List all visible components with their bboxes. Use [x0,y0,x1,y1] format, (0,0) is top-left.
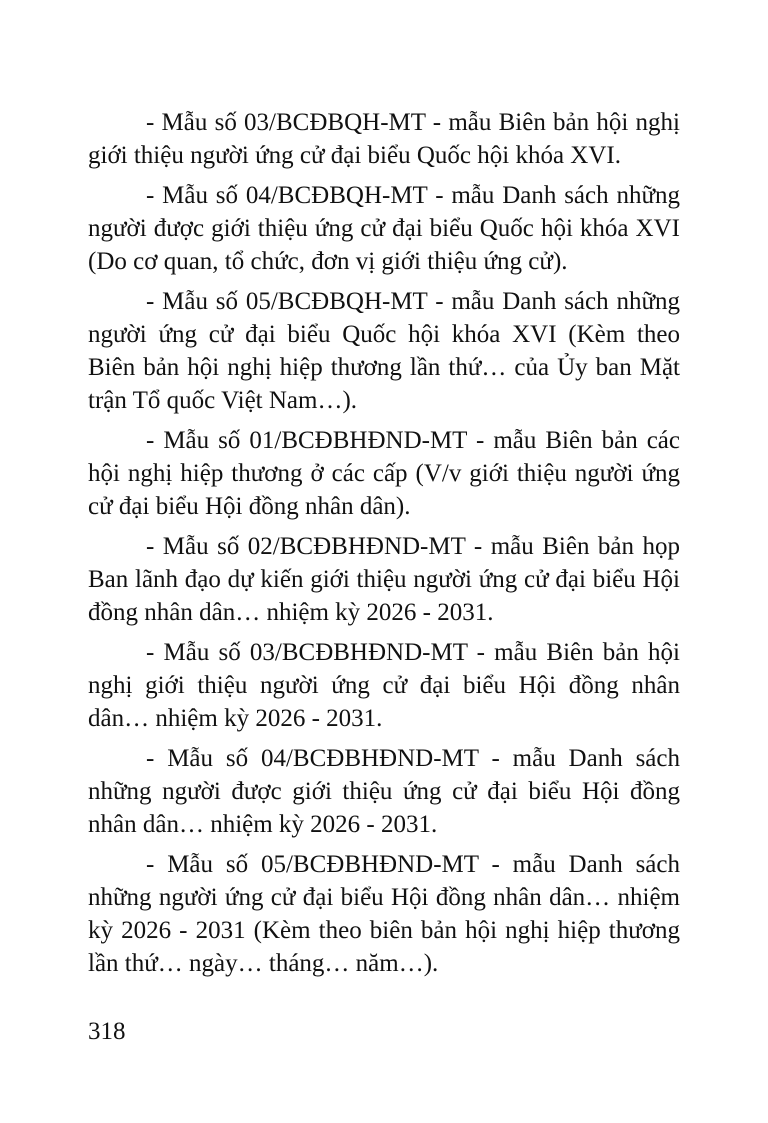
text-line: - Mẫu số 04/BCĐBQH-MT - mẫu Danh sách những [146,182,680,209]
paragraph [88,530,680,629]
text-line: dân… nhiệm kỳ 2026 - 2031. [88,705,383,732]
paragraph [88,742,680,841]
text-line: Ban lãnh đạo dự kiến giới thiệu người ứng cử đại biểu Hội [88,566,680,593]
text-line: nhân dân… nhiệm kỳ 2026 - 2031. [88,811,438,838]
text-line: - Mẫu số 05/BCĐBHĐND-MT - mẫu Danh sách [146,851,680,878]
document-body [88,106,680,987]
paragraph [88,636,680,735]
text-line: - Mẫu số 01/BCĐBHĐND-MT - mẫu Biên bản các [146,427,680,454]
text-line: - Mẫu số 03/BCĐBHĐND-MT - mẫu Biên bản hội [146,639,680,666]
paragraph [88,848,680,980]
text-line: người ứng cử đại biểu Quốc hội khóa XVI (Kèm theo [88,321,680,348]
text-line: lần thứ… ngày… tháng… năm…). [88,950,439,977]
text-line: những người được giới thiệu ứng cử đại biểu Hội đồng [88,778,680,805]
page-number: 318 [88,1018,126,1045]
text-line: (Do cơ quan, tổ chức, đơn vị giới thiệu ứng cử). [88,248,568,275]
text-line: - Mẫu số 02/BCĐBHĐND-MT - mẫu Biên bản họp [146,533,680,560]
text-line: - Mẫu số 04/BCĐBHĐND-MT - mẫu Danh sách [146,745,680,772]
text-line: đồng nhân dân… nhiệm kỳ 2026 - 2031. [88,599,494,626]
text-line: giới thiệu người ứng cử đại biểu Quốc hội khóa XVI. [88,142,621,169]
text-line: cử đại biểu Hội đồng nhân dân). [88,493,411,520]
text-line: Biên bản hội nghị hiệp thương lần thứ… của Ủy ban Mặt [88,354,680,381]
paragraph [88,424,680,523]
paragraph [88,106,680,172]
text-line: - Mẫu số 05/BCĐBQH-MT - mẫu Danh sách những [146,288,680,315]
text-line: trận Tổ quốc Việt Nam…). [88,387,358,414]
text-line: người được giới thiệu ứng cử đại biểu Quốc hội khóa XVI [88,215,680,242]
text-line: kỳ 2026 - 2031 (Kèm theo biên bản hội nghị hiệp thương [88,917,680,944]
text-line: hội nghị hiệp thương ở các cấp (V/v giới thiệu người ứng [88,460,680,487]
text-line: nghị giới thiệu người ứng cử đại biểu Hội đồng nhân [88,672,680,699]
text-line: - Mẫu số 03/BCĐBQH-MT - mẫu Biên bản hội nghị [146,109,680,136]
paragraph [88,179,680,278]
text-line: những người ứng cử đại biểu Hội đồng nhân dân… nhiệm [88,884,680,911]
paragraph [88,285,680,417]
